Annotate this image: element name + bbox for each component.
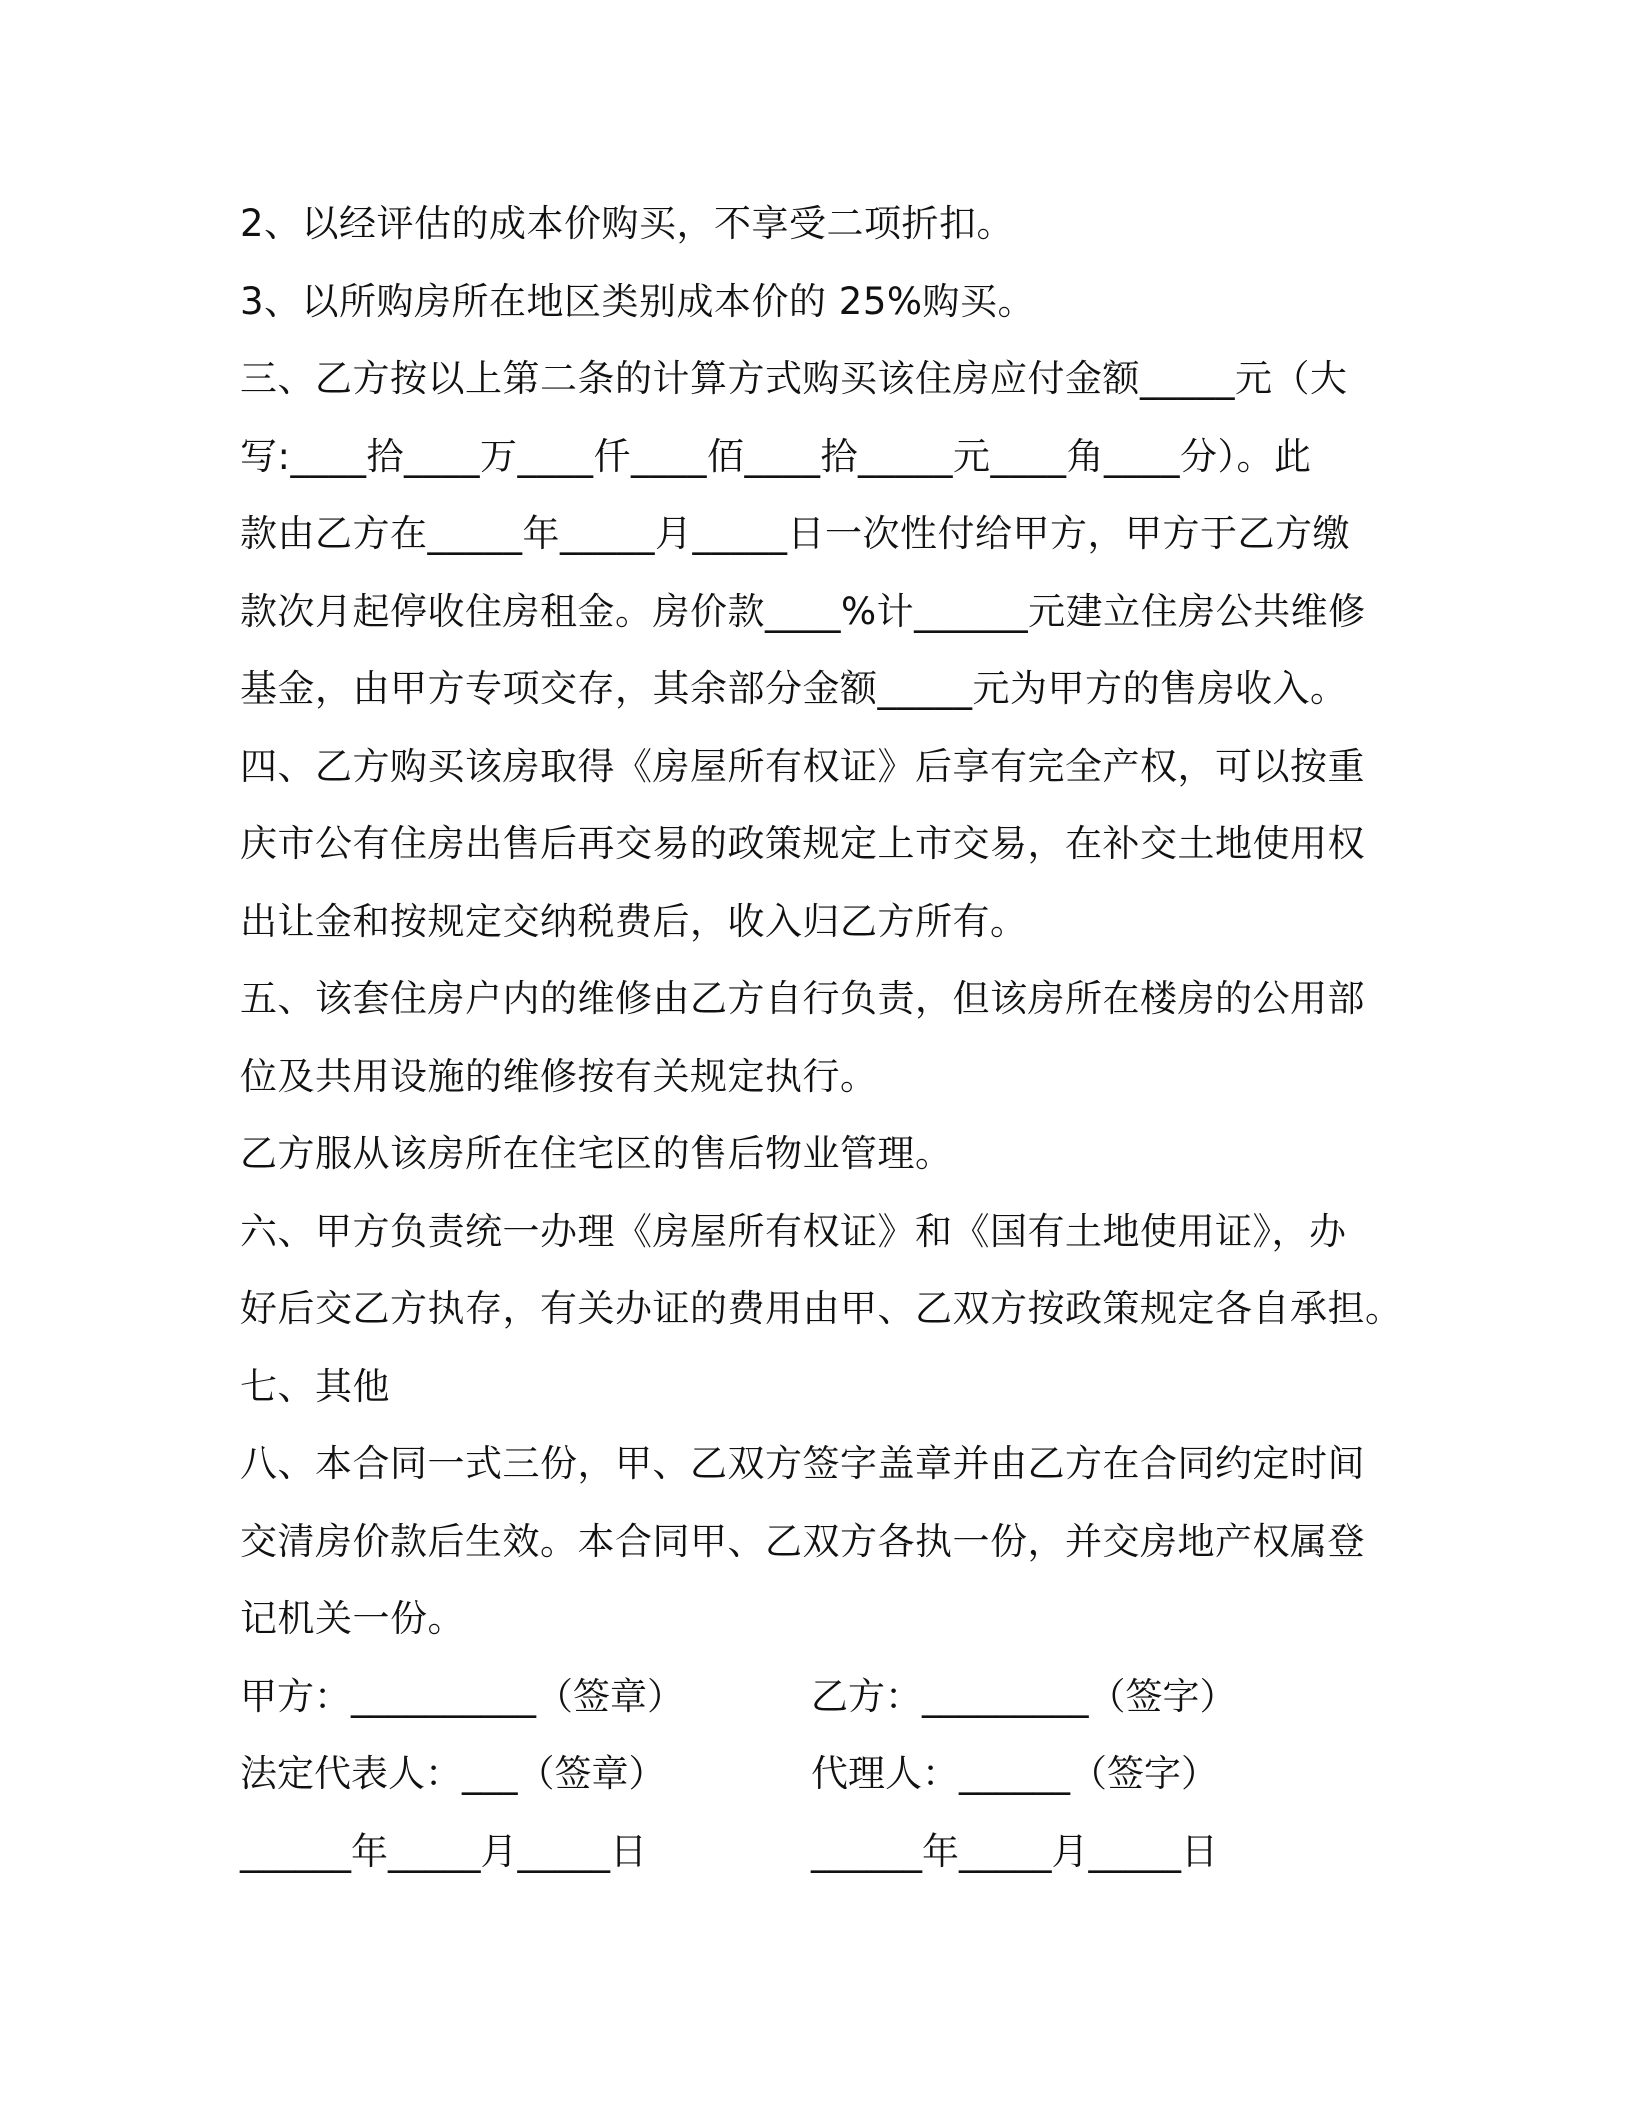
clause-line: 乙方服从该房所在住宅区的售后物业管理。 xyxy=(240,1132,953,1175)
clause-line: 记机关一份。 xyxy=(240,1597,465,1640)
clause-line: 好后交乙方执存，有关办证的费用由甲、乙双方按政策规定各自承担。 xyxy=(240,1287,1403,1330)
clause-line: 基金，由甲方专项交存，其余部分金额_____元为甲方的售房收入。 xyxy=(240,667,1348,710)
clause-line: 四、乙方购买该房取得《房屋所有权证》后享有完全产权，可以按重 xyxy=(240,744,1365,788)
party-b-date: ______年_____月_____日 xyxy=(811,1829,1218,1873)
document-body xyxy=(240,185,1403,1890)
legal-representative-signature: 法定代表人：___（签章） xyxy=(240,1752,666,1795)
clause-line: 庆市公有住房出售后再交易的政策规定上市交易，在补交土地使用权 xyxy=(240,822,1365,865)
clause-line: 款次月起停收住房租金。房价款____%计______元建立住房公共维修 xyxy=(240,589,1366,633)
agent-signature: 代理人：______（签字） xyxy=(811,1752,1218,1795)
clause-line: 六、甲方负责统一办理《房屋所有权证》和《国有土地使用证》，办 xyxy=(240,1209,1347,1253)
clause-line: 五、该套住房户内的维修由乙方自行负责，但该房所在楼房的公用部 xyxy=(240,977,1365,1020)
clause-line: 三、乙方按以上第二条的计算方式购买该住房应付金额_____元（大 xyxy=(240,357,1348,400)
clause-line: 交清房价款后生效。本合同甲、乙双方各执一份，并交房地产权属登 xyxy=(240,1519,1365,1563)
clause-line: 位及共用设施的维修按有关规定执行。 xyxy=(240,1054,878,1098)
representative-row xyxy=(240,1735,1400,1813)
party-a-date: ______年_____月_____日 xyxy=(240,1829,647,1873)
clause-line: 3、以所购房所在地区类别成本价的 25%购买。 xyxy=(240,279,1036,323)
party-a-signature: 甲方：__________（签章） xyxy=(240,1674,684,1718)
clause-line: 写:____拾____万____仟____佰____拾_____元____角____分）。此 xyxy=(240,434,1312,478)
party-b-signature: 乙方：_________（签字） xyxy=(811,1674,1237,1718)
date-row xyxy=(240,1813,1400,1891)
clause-line: 七、其他 xyxy=(240,1364,390,1408)
clause-line: 款由乙方在_____年_____月_____日一次性付给甲方，甲方于乙方缴 xyxy=(240,512,1350,555)
clause-line: 出让金和按规定交纳税费后，收入归乙方所有。 xyxy=(240,899,1028,943)
signature-row xyxy=(240,1658,1400,1736)
clause-line: 八、本合同一式三份，甲、乙双方签字盖章并由乙方在合同约定时间 xyxy=(240,1442,1365,1485)
clause-line: 2、以经评估的成本价购买，不享受二项折扣。 xyxy=(240,202,1015,245)
